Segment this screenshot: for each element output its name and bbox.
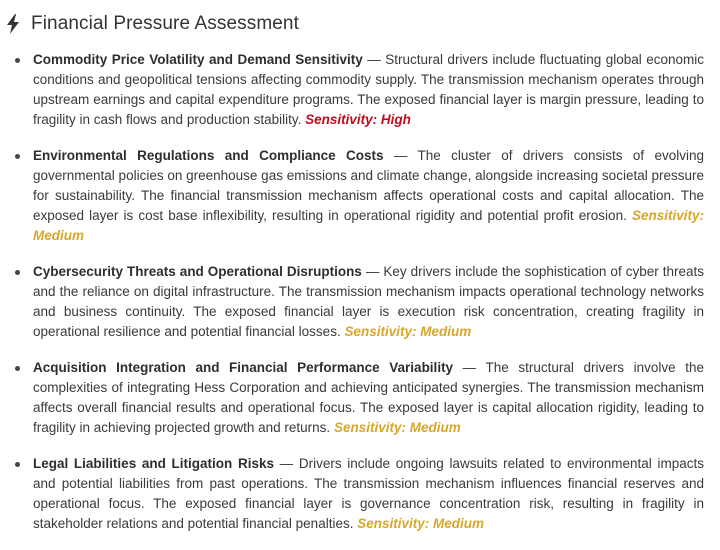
list-item — [0, 454, 704, 534]
item-separator: — — [273, 456, 299, 471]
item-name: Acquisition Integration and Financial Performance Variability — [33, 360, 454, 375]
sensitivity-badge: Sensitivity: High — [305, 112, 411, 127]
sensitivity-badge: Sensitivity: Medium — [344, 324, 472, 339]
section-header — [6, 11, 299, 37]
item-name: Environmental Regulations and Compliance Costs — [33, 148, 384, 163]
list-item — [0, 50, 704, 130]
pressure-list — [0, 50, 704, 550]
item-description: The structural drivers involve the complexities of integrating Hess Corporation and achieving anticipated synergies. The transmission mechanism affects overall financial results and operational focus. The exposed layer is capital allocation rigidity, leading to fragility in achieving projected growth and returns. — [33, 360, 704, 435]
item-description: Drivers include ongoing lawsuits related to environmental impacts and potential liabilities from past operations. The transmission mechanism influences financial reserves and operational focus. The exposed financial layer is governance concentration risk, resulting in fragility in stakeholder relations and potential financial penalties. — [33, 456, 704, 531]
sensitivity-badge: Sensitivity: Medium — [33, 208, 704, 243]
list-item — [0, 358, 704, 438]
item-name: Cybersecurity Threats and Operational Disruptions — [33, 264, 362, 279]
item-name: Legal Liabilities and Litigation Risks — [33, 456, 274, 471]
item-separator: — — [362, 52, 386, 67]
list-item — [0, 262, 704, 342]
item-description: Key drivers include the sophistication of cyber threats and the reliance on digital infrastructure. The transmission mechanism impacts operational technology networks and business continuity. The exposed financial layer is execution risk concentration, creating fragility in operational resilience and potential financial losses. — [33, 264, 704, 339]
item-separator: — — [453, 360, 486, 375]
item-separator: — — [383, 148, 418, 163]
item-description: The cluster of drivers consists of evolving governmental policies on greenhouse gas emissions and climate change, alongside increasing societal pressure for sustainability. The financial transmission mechanism affects operational costs and capital allocation. The exposed layer is cost base inflexibility, resulting in operational rigidity and potential profit erosion. — [33, 148, 704, 223]
item-description: Structural drivers include fluctuating global economic conditions and geopolitical tensions affecting commodity supply. The transmission mechanism operates through upstream earnings and capital expenditure programs. The exposed financial layer is margin pressure, leading to fragility in cash flows and production stability. — [33, 52, 704, 127]
list-item — [0, 146, 704, 246]
item-separator: — — [361, 264, 384, 279]
lightning-bolt-icon — [6, 14, 20, 34]
page-title: Financial Pressure Assessment — [31, 13, 299, 34]
item-name: Commodity Price Volatility and Demand Sensitivity — [33, 52, 363, 67]
sensitivity-badge: Sensitivity: Medium — [333, 420, 461, 435]
sensitivity-badge: Sensitivity: Medium — [357, 516, 485, 531]
